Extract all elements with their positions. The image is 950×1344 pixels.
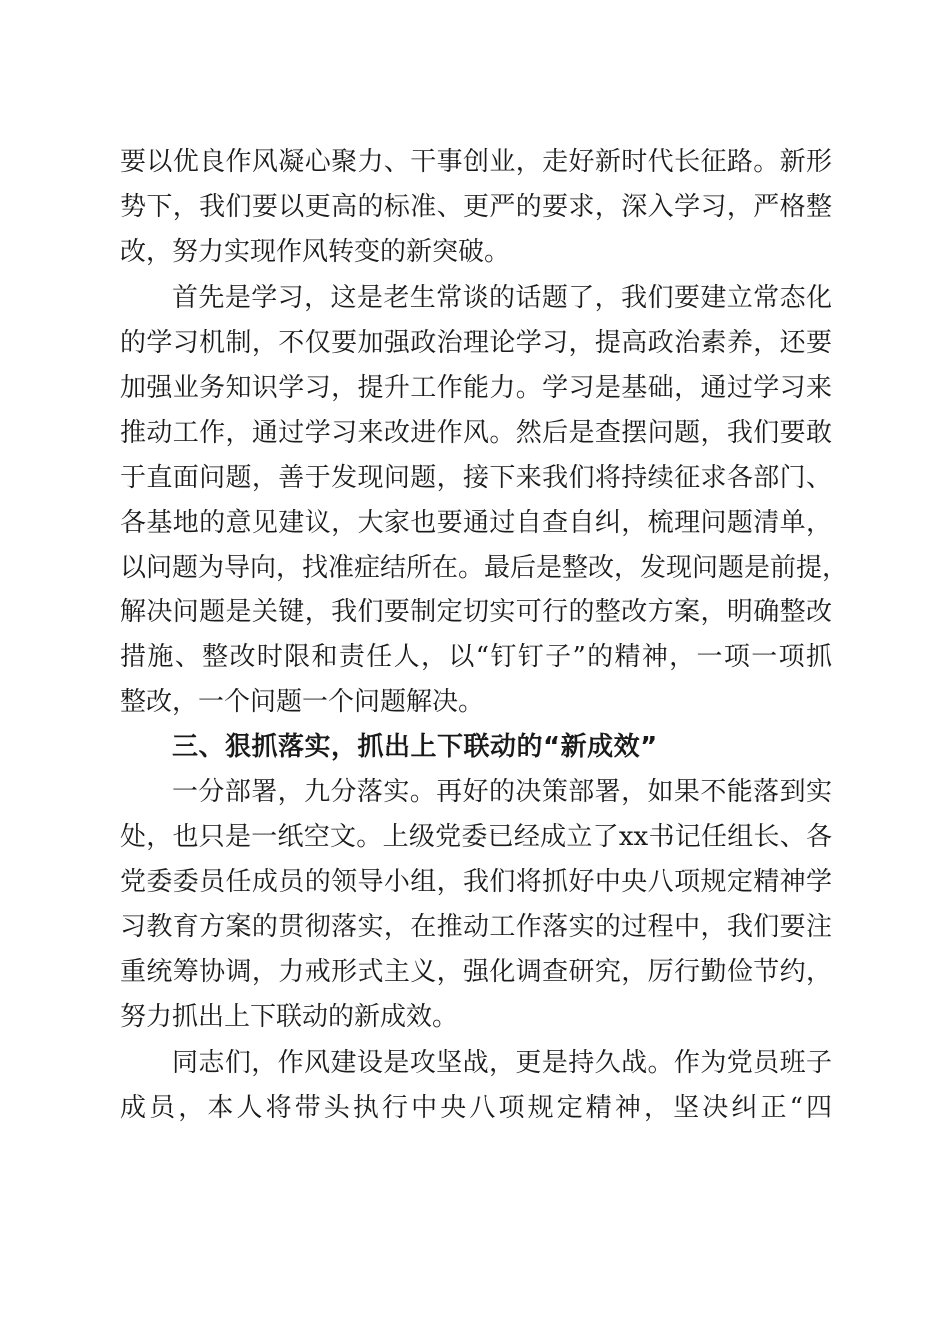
- paragraph-line: 要以优良作风凝心聚力、干事创业，走好新时代长征路。新形: [120, 147, 832, 177]
- paragraph-line: 处，也只是一纸空文。上级党委已经成立了xx书记任组长、各: [120, 822, 832, 852]
- paragraph-line: 以问题为导向，找准症结所在。最后是整改，发现问题是前提，: [120, 553, 849, 583]
- paragraph-line: 努力抓出上下联动的新成效。: [120, 1002, 459, 1032]
- paragraph-line: 成员，本人将带头执行中央八项规定精神，坚决纠正“四: [120, 1093, 832, 1123]
- paragraph-line: 推动工作，通过学习来改进作风。然后是查摆问题，我们要敢: [120, 418, 832, 448]
- paragraph-line: 解决问题是关键，我们要制定切实可行的整改方案，明确整改: [120, 597, 832, 627]
- paragraph-line: 重统筹协调，力戒形式主义，强化调查研究，厉行勤俭节约，: [120, 957, 832, 987]
- paragraph-line: 同志们，作风建设是攻坚战，更是持久战。作为党员班子: [172, 1048, 832, 1078]
- paragraph-line: 一分部署，九分落实。再好的决策部署，如果不能落到实: [172, 777, 832, 807]
- section-heading: 三、狠抓落实，抓出上下联动的“新成效”: [172, 732, 658, 762]
- paragraph-line: 党委委员任成员的领导小组，我们将抓好中央八项规定精神学: [120, 867, 832, 897]
- paragraph-line: 整改，一个问题一个问题解决。: [120, 687, 485, 717]
- paragraph-line: 于直面问题，善于发现问题，接下来我们将持续征求各部门、: [120, 463, 832, 493]
- paragraph-line: 各基地的意见建议，大家也要通过自查自纠，梳理问题清单，: [120, 508, 832, 538]
- paragraph-line: 改，努力实现作风转变的新突破。: [120, 237, 511, 267]
- paragraph-line: 势下，我们要以更高的标准、更严的要求，深入学习，严格整: [120, 192, 832, 222]
- paragraph-line: 首先是学习，这是老生常谈的话题了，我们要建立常态化: [172, 283, 832, 313]
- paragraph-line: 习教育方案的贯彻落实，在推动工作落实的过程中，我们要注: [120, 912, 832, 942]
- paragraph-line: 加强业务知识学习，提升工作能力。学习是基础，通过学习来: [120, 373, 832, 403]
- paragraph-line: 的学习机制，不仅要加强政治理论学习，提高政治素养，还要: [120, 328, 832, 358]
- paragraph-line: 措施、整改时限和责任人，以“钉钉子”的精神，一项一项抓: [120, 642, 832, 672]
